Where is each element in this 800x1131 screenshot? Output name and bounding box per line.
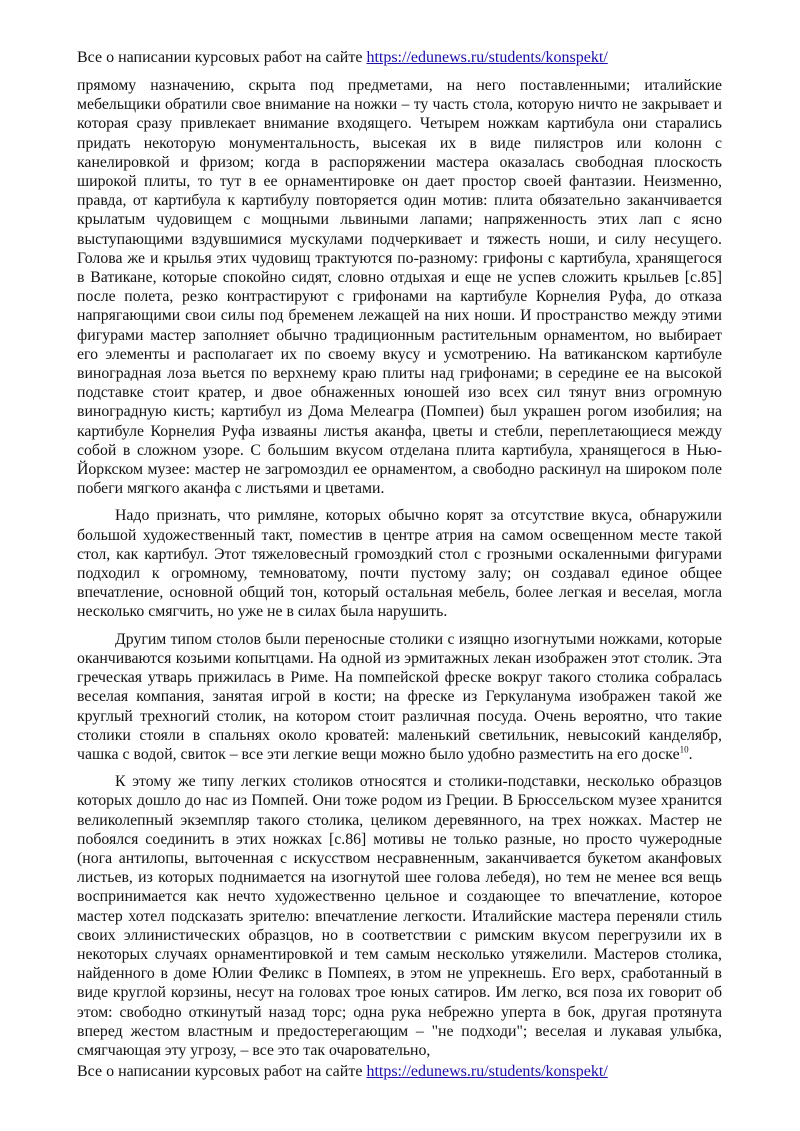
paragraph-3 (77, 630, 722, 764)
header-link[interactable]: https://edunews.ru/students/konspekt/ (366, 49, 608, 66)
paragraph-text: прямому назначению, скрыта под предметами, на него поставленными; италийские мебельщики обратили свое внимание на ножки – ту часть стола, которую ничто не закрывает и которая сразу привлекает внимание входящего. Четырем ножкам картибула они старались придать некоторую монументальность, высекая их в виде пилястров или колонн с канелировкой и фризом; когда в распоряжении мастера оказалась свободная плоскость широкой плиты, то тут в ее орнаментировке он дает простор своей фантазии. Неизменно, правда, от картибула к картибулу повторяется один мотив: плита обязательно заканчивается крылатым чудовищем с мощными львиными лапами; напряженность этих лап с ясно выступающими вздувшимися мускулами подчеркивает и тяжесть ноши, и силу несущего. Голова же и крылья этих чудовищ трактуются по-разному: грифоны с картибула, хранящегося в Ватикане, которые спокойно сидят, словно отдыхая и еще не успев сложить крыльев [с.85] после полета, резко контрастируют с грифонами на картибуле Корнелия Руфа, до отказа напрягающими свои силы под бременем лежащей на них ноши. И пространство между этими фигурами мастер заполняет обычно традиционным растительным орнаментом, но выбирает его элементы и располагает их по своему вкусу и усмотрению. На ватиканском картибуле виноградная лоза вьется по верхнему краю плиты над грифонами; в середине ее на высокой подставке стоит кратер, и двое обнаженных юношей изо всех сил тянут вниз огромную виноградную кисть; картибул из Дома Мелеагра (Помпеи) был украшен рогом изобилия; на картибуле Корнелия Руфа изваяны листья аканфа, цветы и стебли, переплетающиеся между собой в сложном узоре. С большим вкусом отделана плита картибула, хранящегося в Нью-Йоркском музее: мастер не загромоздил ее орнаментом, а свободно раскинул на широком поле побеги мягкого аканфа с листьями и цветами. (77, 77, 722, 498)
paragraph-text: К этому же типу легких столиков относятся и столики-подставки, несколько образцов которых дошло до нас из Помпей. Они тоже родом из Греции. В Брюссельском музее хранится великолепный экземпляр такого столика, целиком деревянного, на трех ножках. Мастер не побоялся соединить в этих ножках [с.86] мотивы не только разные, но просто чужеродные (нога антилопы, выточенная с искусством несравненным, заканчивается букетом аканфовых листьев, из которых поднимается на изогнутой шее голова лебедя), но тем не менее вся вещь воспринимается как нечто художественно цельное и создающее то впечатление, которое мастер хотел подсказать зрителю: впечатление легкости. Италийские мастера переняли стиль своих эллинистических образцов, но в соответствии с римским вкусом перегрузили их в некоторых случаях орнаментировкой и тем самым несколько утяжелили. Мастеров столика, найденного в доме Юлии Феликс в Помпеях, в этом не упрекнешь. Его верх, сработанный в виде круглой корзины, несут на головах трое юных сатиров. Им легко, вся поза их говорит об этом: свободно откинутый назад торс; одна рука небрежно уперта в бок, другая протянута вперед жестом властным и предостерегающим – "не подходи"; веселая и лукавая улыбка, смягчающая эту угрозу, – все это так очаровательно, (77, 773, 722, 1059)
footnote-reference[interactable]: 10 (679, 744, 689, 755)
paragraph-text-end: . (688, 745, 693, 763)
paragraph-text: Другим типом столов были переносные столики с изящно изогнутыми ножками, которые оканчиваются козьими копытцами. На одной из эрмитажных лекан изображен этот столик. Эта греческая утварь прижилась в Риме. На помпейской фреске вокруг такого столика собралась веселая компания, занятая игрой в кости; на фреске из Геркуланума изображен такой же круглый трехногий столик, на котором стоит различная посуда. Очень вероятно, что такие столики стояли в спальнях около кроватей: маленький светильник, невысокий канделябр, чашка с водой, свиток – все эти легкие вещи можно было удобно разместить на его доске (77, 630, 722, 763)
paragraph-4 (77, 772, 722, 1060)
document-body (77, 76, 722, 1068)
header-text: Все о написании курсовых работ на сайте (77, 49, 367, 66)
paragraph-2 (77, 506, 722, 621)
footer-text: Все о написании курсовых работ на сайте (77, 1063, 367, 1080)
paragraph-1 (77, 76, 722, 498)
page-footer (77, 1062, 727, 1082)
page-header (77, 48, 727, 68)
paragraph-text: Надо признать, что римляне, которых обычно корят за отсутствие вкуса, обнаружили большой художественный такт, поместив в центре атрия на самом освещенном месте такой стол, как картибул. Этот тяжеловесный громоздкий стол с грозными оскаленными фигурами подходил к огромному, темноватому, почти пустому залу; он создавал единое общее впечатление, основной общий тон, который остальная мебель, более легкая и веселая, могла несколько смягчить, но уже не в силах была нарушить. (77, 507, 722, 621)
footer-link[interactable]: https://edunews.ru/students/konspekt/ (366, 1063, 608, 1080)
